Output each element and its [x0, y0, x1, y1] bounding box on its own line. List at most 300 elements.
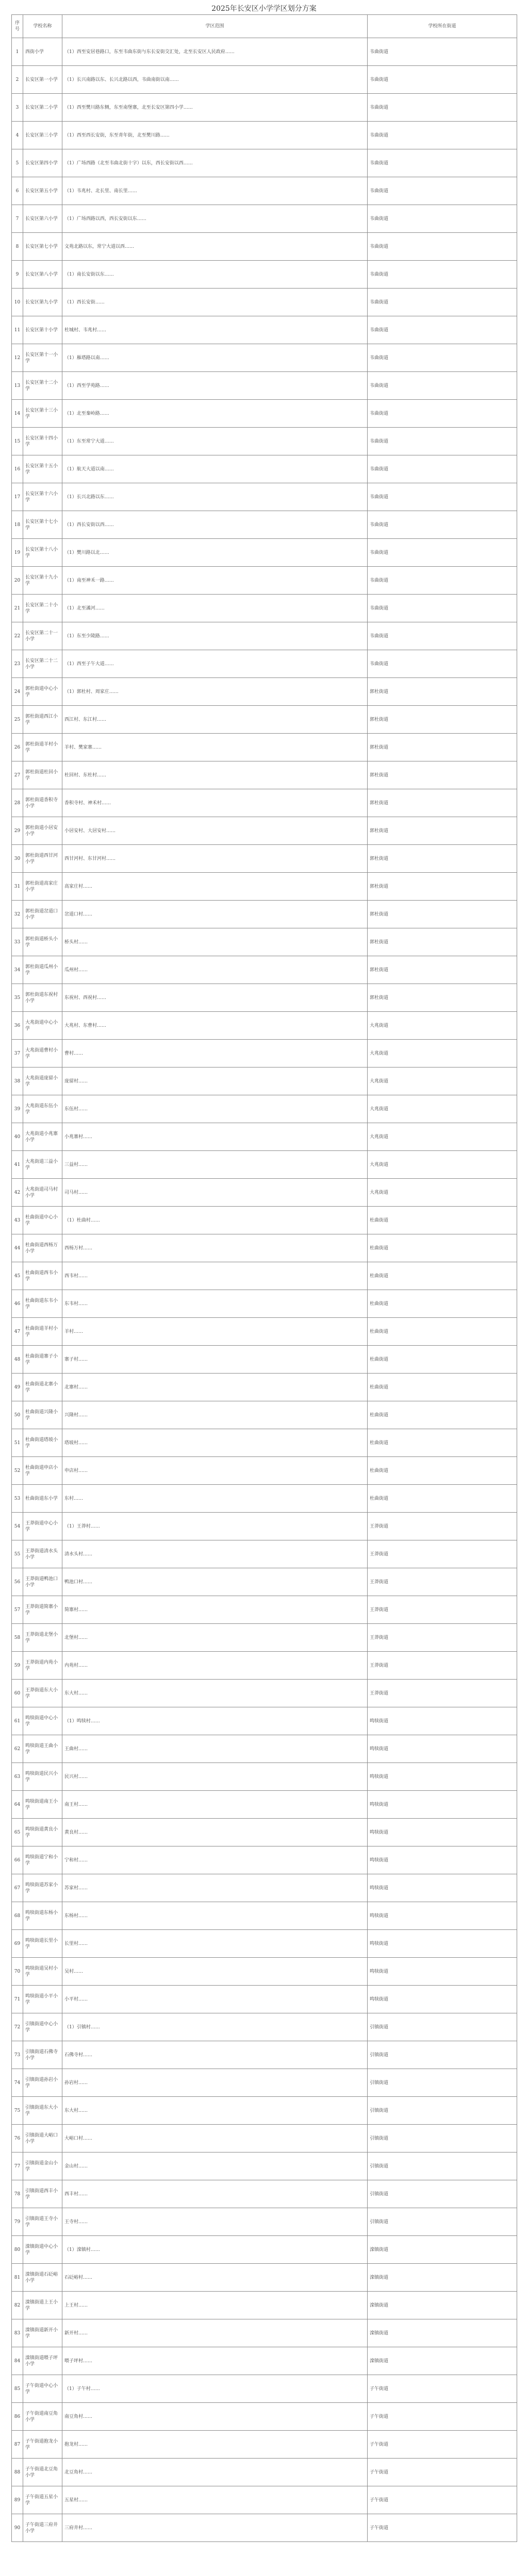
cell-school-name: 引镇街道王寺小学	[23, 2208, 62, 2236]
cell-school-name: 长安区第三小学	[23, 122, 62, 149]
table-row	[12, 2208, 517, 2236]
table-row	[12, 1429, 517, 1457]
cell-school-name: 西街小学	[23, 38, 62, 66]
cell-school-name: 滦镇街道石砭峪小学	[23, 2264, 62, 2292]
table-row	[12, 149, 517, 177]
table-row	[12, 2236, 517, 2264]
district-table	[11, 14, 517, 2542]
table-row	[12, 734, 517, 761]
cell-no: 42	[12, 1179, 23, 1207]
table-row	[12, 2459, 517, 2486]
cell-range: 吴村……	[62, 1958, 368, 1986]
table-row	[12, 483, 517, 511]
cell-office: 大兆街道	[368, 1123, 517, 1151]
cell-range: 杜城村、韦兆村……	[62, 316, 368, 344]
cell-office: 郭杜街道	[368, 873, 517, 901]
cell-range: 曹村……	[62, 1040, 368, 1067]
table-row	[12, 650, 517, 678]
cell-school-name: 杜曲街道北寨小学	[23, 1374, 62, 1401]
cell-range: 石佛寺村……	[62, 2041, 368, 2069]
cell-no: 78	[12, 2180, 23, 2208]
cell-range: （1）航天大道以南……	[62, 455, 368, 483]
table-row	[12, 1485, 517, 1513]
cell-school-name: 杜曲街道塔坡小学	[23, 1429, 62, 1457]
table-row	[12, 2403, 517, 2431]
cell-office: 引镇街道	[368, 2013, 517, 2041]
cell-school-name: 郭杜街道香积寺小学	[23, 789, 62, 817]
cell-range: 东祝村、西祝村……	[62, 984, 368, 1012]
table-body	[12, 38, 517, 2542]
cell-range: 香积寺村、神禾村……	[62, 789, 368, 817]
cell-school-name: 杜曲街道兴隆小学	[23, 1401, 62, 1429]
cell-no: 64	[12, 1791, 23, 1819]
cell-no: 15	[12, 428, 23, 455]
cell-no: 46	[12, 1290, 23, 1318]
cell-school-name: 郭杜街道岔道口小学	[23, 901, 62, 928]
cell-school-name: 长安区第十二小学	[23, 372, 62, 400]
cell-range: 东韦村……	[62, 1290, 368, 1318]
cell-school-name: 杜曲街道东小学	[23, 1485, 62, 1513]
cell-office: 郭杜街道	[368, 706, 517, 734]
cell-school-name: 长安区第十七小学	[23, 511, 62, 539]
cell-no: 53	[12, 1485, 23, 1513]
cell-no: 40	[12, 1123, 23, 1151]
cell-range: 西韦村……	[62, 1262, 368, 1290]
cell-no: 19	[12, 539, 23, 567]
cell-office: 韦曲街道	[368, 483, 517, 511]
cell-office: 韦曲街道	[368, 567, 517, 595]
cell-no: 88	[12, 2459, 23, 2486]
cell-school-name: 大兆街道曹村小学	[23, 1040, 62, 1067]
table-row	[12, 1151, 517, 1179]
cell-range: （1）西至学苑路……	[62, 372, 368, 400]
cell-school-name: 长安区第二十二小学	[23, 650, 62, 678]
cell-school-name: 郭杜街道东祝村小学	[23, 984, 62, 1012]
cell-no: 31	[12, 873, 23, 901]
cell-no: 18	[12, 511, 23, 539]
cell-no: 69	[12, 1930, 23, 1958]
cell-school-name: 长安区第二小学	[23, 94, 62, 122]
cell-office: 引镇街道	[368, 2041, 517, 2069]
cell-range: （1）王莽村……	[62, 1513, 368, 1540]
cell-no: 24	[12, 678, 23, 706]
cell-range: （1）北至秦岭路……	[62, 400, 368, 428]
cell-no: 14	[12, 400, 23, 428]
cell-range: 简寨村……	[62, 1596, 368, 1624]
cell-office: 郭杜街道	[368, 956, 517, 984]
cell-office: 鸣犊街道	[368, 1819, 517, 1846]
cell-range: 新开村……	[62, 2319, 368, 2347]
cell-range: 大兆村、东曹村……	[62, 1012, 368, 1040]
cell-school-name: 引镇街道东大小学	[23, 2097, 62, 2125]
cell-no: 59	[12, 1652, 23, 1680]
cell-office: 郭杜街道	[368, 928, 517, 956]
table-row	[12, 1290, 517, 1318]
cell-range: 内苑村……	[62, 1652, 368, 1680]
table-row	[12, 2319, 517, 2347]
cell-no: 23	[12, 650, 23, 678]
cell-school-name: 杜曲街道寨子小学	[23, 1346, 62, 1374]
table-row	[12, 1123, 517, 1151]
cell-range: 宁和村……	[62, 1846, 368, 1874]
cell-office: 杜曲街道	[368, 1457, 517, 1485]
cell-range: 东杨村……	[62, 1902, 368, 1930]
cell-range: 西丰村……	[62, 2180, 368, 2208]
cell-school-name: 子午街道三府井小学	[23, 2514, 62, 2542]
table-row	[12, 1040, 517, 1067]
table-row	[12, 1958, 517, 1986]
table-row	[12, 2486, 517, 2514]
cell-range: 喂子坪村……	[62, 2347, 368, 2375]
cell-office: 滦镇街道	[368, 2292, 517, 2319]
cell-school-name: 长安区第七小学	[23, 233, 62, 261]
cell-range: （1）子午村……	[62, 2375, 368, 2403]
cell-range: 兴隆村……	[62, 1401, 368, 1429]
cell-range: （1）杜曲村……	[62, 1207, 368, 1234]
table-row	[12, 1652, 517, 1680]
cell-no: 1	[12, 38, 23, 66]
cell-school-name: 长安区第六小学	[23, 205, 62, 233]
cell-school-name: 长安区第二十一小学	[23, 622, 62, 650]
cell-range: 清水头村……	[62, 1540, 368, 1568]
cell-no: 44	[12, 1234, 23, 1262]
cell-range: 申店村……	[62, 1457, 368, 1485]
cell-school-name: 王莽街道内苑小学	[23, 1652, 62, 1680]
cell-range: 东大村……	[62, 1680, 368, 1707]
cell-no: 25	[12, 706, 23, 734]
cell-range: （1）广场西路以西，西长安街以东……	[62, 205, 368, 233]
cell-no: 60	[12, 1680, 23, 1707]
cell-office: 子午街道	[368, 2486, 517, 2514]
cell-no: 43	[12, 1207, 23, 1234]
cell-no: 6	[12, 177, 23, 205]
table-row	[12, 455, 517, 483]
cell-office: 鸣犊街道	[368, 1958, 517, 1986]
cell-no: 85	[12, 2375, 23, 2403]
table-row	[12, 845, 517, 873]
table-row	[12, 1513, 517, 1540]
cell-range: 上王村……	[62, 2292, 368, 2319]
table-row	[12, 38, 517, 66]
cell-school-name: 王莽街道北堡小学	[23, 1624, 62, 1652]
cell-no: 29	[12, 817, 23, 845]
cell-range: （1）南长安街以东……	[62, 261, 368, 289]
cell-no: 77	[12, 2153, 23, 2180]
cell-no: 58	[12, 1624, 23, 1652]
cell-no: 8	[12, 233, 23, 261]
cell-office: 韦曲街道	[368, 622, 517, 650]
cell-no: 61	[12, 1707, 23, 1735]
table-row	[12, 1346, 517, 1374]
cell-school-name: 杜曲街道东韦小学	[23, 1290, 62, 1318]
table-row	[12, 956, 517, 984]
cell-no: 48	[12, 1346, 23, 1374]
cell-school-name: 杜曲街道羊村小学	[23, 1318, 62, 1346]
table-row	[12, 678, 517, 706]
cell-office: 韦曲街道	[368, 650, 517, 678]
cell-office: 韦曲街道	[368, 428, 517, 455]
cell-no: 4	[12, 122, 23, 149]
cell-range: 三益村……	[62, 1151, 368, 1179]
cell-office: 子午街道	[368, 2431, 517, 2459]
cell-range: 金山村……	[62, 2153, 368, 2180]
cell-office: 王莽街道	[368, 1624, 517, 1652]
cell-range: 三府井村……	[62, 2514, 368, 2542]
cell-school-name: 长安区第九小学	[23, 289, 62, 316]
cell-range: 西甘河村、东甘河村……	[62, 845, 368, 873]
cell-school-name: 王莽街道东大小学	[23, 1680, 62, 1707]
cell-office: 鸣犊街道	[368, 1707, 517, 1735]
cell-range: 南豆角村……	[62, 2403, 368, 2431]
cell-range: 东大村……	[62, 2097, 368, 2125]
cell-office: 杜曲街道	[368, 1374, 517, 1401]
table-row	[12, 2097, 517, 2125]
table-row	[12, 344, 517, 372]
cell-range: 文苑北路以东，常宁大道以西……	[62, 233, 368, 261]
table-row	[12, 595, 517, 622]
cell-no: 51	[12, 1429, 23, 1457]
table-row	[12, 1735, 517, 1763]
cell-office: 大兆街道	[368, 1012, 517, 1040]
table-row	[12, 2264, 517, 2292]
cell-office: 韦曲街道	[368, 539, 517, 567]
cell-school-name: 郭杜街道高家庄小学	[23, 873, 62, 901]
cell-school-name: 鸣犊街道王曲小学	[23, 1735, 62, 1763]
cell-range: 北寨村……	[62, 1374, 368, 1401]
cell-school-name: 王莽街道中心小学	[23, 1513, 62, 1540]
cell-no: 12	[12, 344, 23, 372]
cell-range: 大峪口村……	[62, 2125, 368, 2153]
cell-school-name: 鸣犊街道宁和小学	[23, 1846, 62, 1874]
cell-office: 鸣犊街道	[368, 1763, 517, 1791]
cell-school-name: 鸣犊街道长里小学	[23, 1930, 62, 1958]
cell-no: 22	[12, 622, 23, 650]
cell-no: 90	[12, 2514, 23, 2542]
table-row	[12, 1095, 517, 1123]
cell-range: 西杨万村……	[62, 1234, 368, 1262]
table-row	[12, 400, 517, 428]
table-row	[12, 1179, 517, 1207]
cell-office: 大兆街道	[368, 1040, 517, 1067]
cell-no: 3	[12, 94, 23, 122]
table-row	[12, 1457, 517, 1485]
cell-office: 引镇街道	[368, 2208, 517, 2236]
cell-office: 引镇街道	[368, 2153, 517, 2180]
cell-range: （1）西长安街……	[62, 289, 368, 316]
cell-school-name: 王莽街道简寨小学	[23, 1596, 62, 1624]
cell-no: 17	[12, 483, 23, 511]
cell-office: 杜曲街道	[368, 1234, 517, 1262]
cell-office: 郭杜街道	[368, 678, 517, 706]
cell-office: 韦曲街道	[368, 316, 517, 344]
cell-office: 大兆街道	[368, 1179, 517, 1207]
cell-range: 黄良村……	[62, 1819, 368, 1846]
cell-range: （1）西至樊川路东侧，东至南堡寨，北至长安区第四小学……	[62, 94, 368, 122]
cell-no: 30	[12, 845, 23, 873]
cell-office: 引镇街道	[368, 2097, 517, 2125]
cell-range: 杜回村、东杜村……	[62, 761, 368, 789]
table-row	[12, 261, 517, 289]
table-row	[12, 316, 517, 344]
cell-no: 87	[12, 2431, 23, 2459]
cell-no: 81	[12, 2264, 23, 2292]
cell-school-name: 长安区第十九小学	[23, 567, 62, 595]
table-row	[12, 1763, 517, 1791]
cell-range: 寨子村……	[62, 1346, 368, 1374]
cell-no: 21	[12, 595, 23, 622]
cell-office: 子午街道	[368, 2403, 517, 2431]
cell-range: 鸭池口村……	[62, 1568, 368, 1596]
cell-no: 62	[12, 1735, 23, 1763]
cell-school-name: 长安区第十四小学	[23, 428, 62, 455]
cell-no: 37	[12, 1040, 23, 1067]
cell-school-name: 长安区第一小学	[23, 66, 62, 94]
cell-office: 王莽街道	[368, 1540, 517, 1568]
cell-range: 苏家村……	[62, 1874, 368, 1902]
cell-range: （1）西至西长安街，东至青年街，北至樊川路……	[62, 122, 368, 149]
cell-office: 大兆街道	[368, 1067, 517, 1095]
cell-no: 82	[12, 2292, 23, 2319]
cell-no: 11	[12, 316, 23, 344]
table-row	[12, 94, 517, 122]
cell-school-name: 引镇街道石佛寺小学	[23, 2041, 62, 2069]
cell-school-name: 杜曲街道西杨万小学	[23, 1234, 62, 1262]
cell-range: （1）樊川路以北……	[62, 539, 368, 567]
table-header-row	[12, 15, 517, 38]
cell-office: 郭杜街道	[368, 734, 517, 761]
cell-office: 杜曲街道	[368, 1207, 517, 1234]
cell-range: 孙岩村……	[62, 2069, 368, 2097]
cell-range: （1）韦兆村、北长里、南长里……	[62, 177, 368, 205]
table-row	[12, 1596, 517, 1624]
cell-range: 庞留村……	[62, 1067, 368, 1095]
table-row	[12, 233, 517, 261]
table-row	[12, 1680, 517, 1707]
cell-school-name: 鸣犊街道小平小学	[23, 1986, 62, 2013]
cell-range: （1）南至神禾一路……	[62, 567, 368, 595]
table-row	[12, 1707, 517, 1735]
table-row	[12, 1234, 517, 1262]
cell-no: 57	[12, 1596, 23, 1624]
cell-school-name: 引镇街道中心小学	[23, 2013, 62, 2041]
cell-school-name: 鸣犊街道中心小学	[23, 1707, 62, 1735]
cell-office: 王莽街道	[368, 1568, 517, 1596]
cell-range: （1）广场西路（北至韦曲北街十字）以东，西长安街以西……	[62, 149, 368, 177]
cell-range: 王寺村……	[62, 2208, 368, 2236]
cell-office: 杜曲街道	[368, 1290, 517, 1318]
header-office: 学校所在街道	[368, 15, 517, 38]
cell-no: 74	[12, 2069, 23, 2097]
cell-school-name: 长安区第十三小学	[23, 400, 62, 428]
cell-office: 韦曲街道	[368, 66, 517, 94]
cell-school-name: 引镇街道西丰小学	[23, 2180, 62, 2208]
cell-school-name: 引镇街道大峪口小学	[23, 2125, 62, 2153]
table-row	[12, 1874, 517, 1902]
table-row	[12, 2347, 517, 2375]
cell-no: 72	[12, 2013, 23, 2041]
cell-no: 50	[12, 1401, 23, 1429]
cell-no: 38	[12, 1067, 23, 1095]
cell-office: 杜曲街道	[368, 1485, 517, 1513]
cell-range: 抱龙村……	[62, 2431, 368, 2459]
cell-no: 67	[12, 1874, 23, 1902]
cell-no: 75	[12, 2097, 23, 2125]
cell-office: 韦曲街道	[368, 289, 517, 316]
table-row	[12, 1819, 517, 1846]
cell-school-name: 长安区第十八小学	[23, 539, 62, 567]
cell-school-name: 子午街道中心小学	[23, 2375, 62, 2403]
cell-office: 子午街道	[368, 2459, 517, 2486]
cell-no: 35	[12, 984, 23, 1012]
cell-school-name: 杜曲街道西韦小学	[23, 1262, 62, 1290]
cell-no: 13	[12, 372, 23, 400]
cell-school-name: 长安区第十小学	[23, 316, 62, 344]
cell-school-name: 郭杜街道瓜州小学	[23, 956, 62, 984]
cell-no: 71	[12, 1986, 23, 2013]
cell-no: 26	[12, 734, 23, 761]
cell-no: 2	[12, 66, 23, 94]
table-row	[12, 706, 517, 734]
cell-no: 41	[12, 1151, 23, 1179]
table-row	[12, 511, 517, 539]
cell-office: 郭杜街道	[368, 845, 517, 873]
cell-no: 36	[12, 1012, 23, 1040]
cell-office: 杜曲街道	[368, 1429, 517, 1457]
table-row	[12, 122, 517, 149]
cell-no: 27	[12, 761, 23, 789]
table-row	[12, 567, 517, 595]
table-row	[12, 2153, 517, 2180]
table-row	[12, 1791, 517, 1819]
table-row	[12, 1401, 517, 1429]
cell-school-name: 长安区第十六小学	[23, 483, 62, 511]
cell-office: 郭杜街道	[368, 761, 517, 789]
cell-no: 56	[12, 1568, 23, 1596]
cell-range: 北堡村……	[62, 1624, 368, 1652]
cell-office: 滦镇街道	[368, 2319, 517, 2347]
cell-school-name: 大兆街道东伍小学	[23, 1095, 62, 1123]
cell-school-name: 郭杜街道西甘河小学	[23, 845, 62, 873]
cell-school-name: 子午街道南豆角小学	[23, 2403, 62, 2431]
cell-range: 东伍村……	[62, 1095, 368, 1123]
cell-office: 郭杜街道	[368, 901, 517, 928]
cell-school-name: 滦镇街道喂子坪小学	[23, 2347, 62, 2375]
cell-school-name: 滦镇街道上王小学	[23, 2292, 62, 2319]
cell-school-name: 郭杜街道西江小学	[23, 706, 62, 734]
table-row	[12, 1624, 517, 1652]
cell-school-name: 鸣犊街道民兴小学	[23, 1763, 62, 1791]
table-row	[12, 1568, 517, 1596]
cell-school-name: 郭杜街道羊村小学	[23, 734, 62, 761]
cell-range: 塔坡村……	[62, 1429, 368, 1457]
cell-no: 7	[12, 205, 23, 233]
table-row	[12, 789, 517, 817]
table-row	[12, 1846, 517, 1874]
cell-school-name: 大兆街道中心小学	[23, 1012, 62, 1040]
cell-office: 韦曲街道	[368, 94, 517, 122]
table-row	[12, 205, 517, 233]
cell-office: 韦曲街道	[368, 372, 517, 400]
table-row	[12, 539, 517, 567]
cell-office: 韦曲街道	[368, 233, 517, 261]
cell-office: 滦镇街道	[368, 2236, 517, 2264]
cell-no: 45	[12, 1262, 23, 1290]
cell-range: （1）鸣犊村……	[62, 1707, 368, 1735]
cell-range: （1）西长安街以西……	[62, 511, 368, 539]
cell-school-name: 长安区第八小学	[23, 261, 62, 289]
table-row	[12, 2431, 517, 2459]
cell-office: 鸣犊街道	[368, 1874, 517, 1902]
